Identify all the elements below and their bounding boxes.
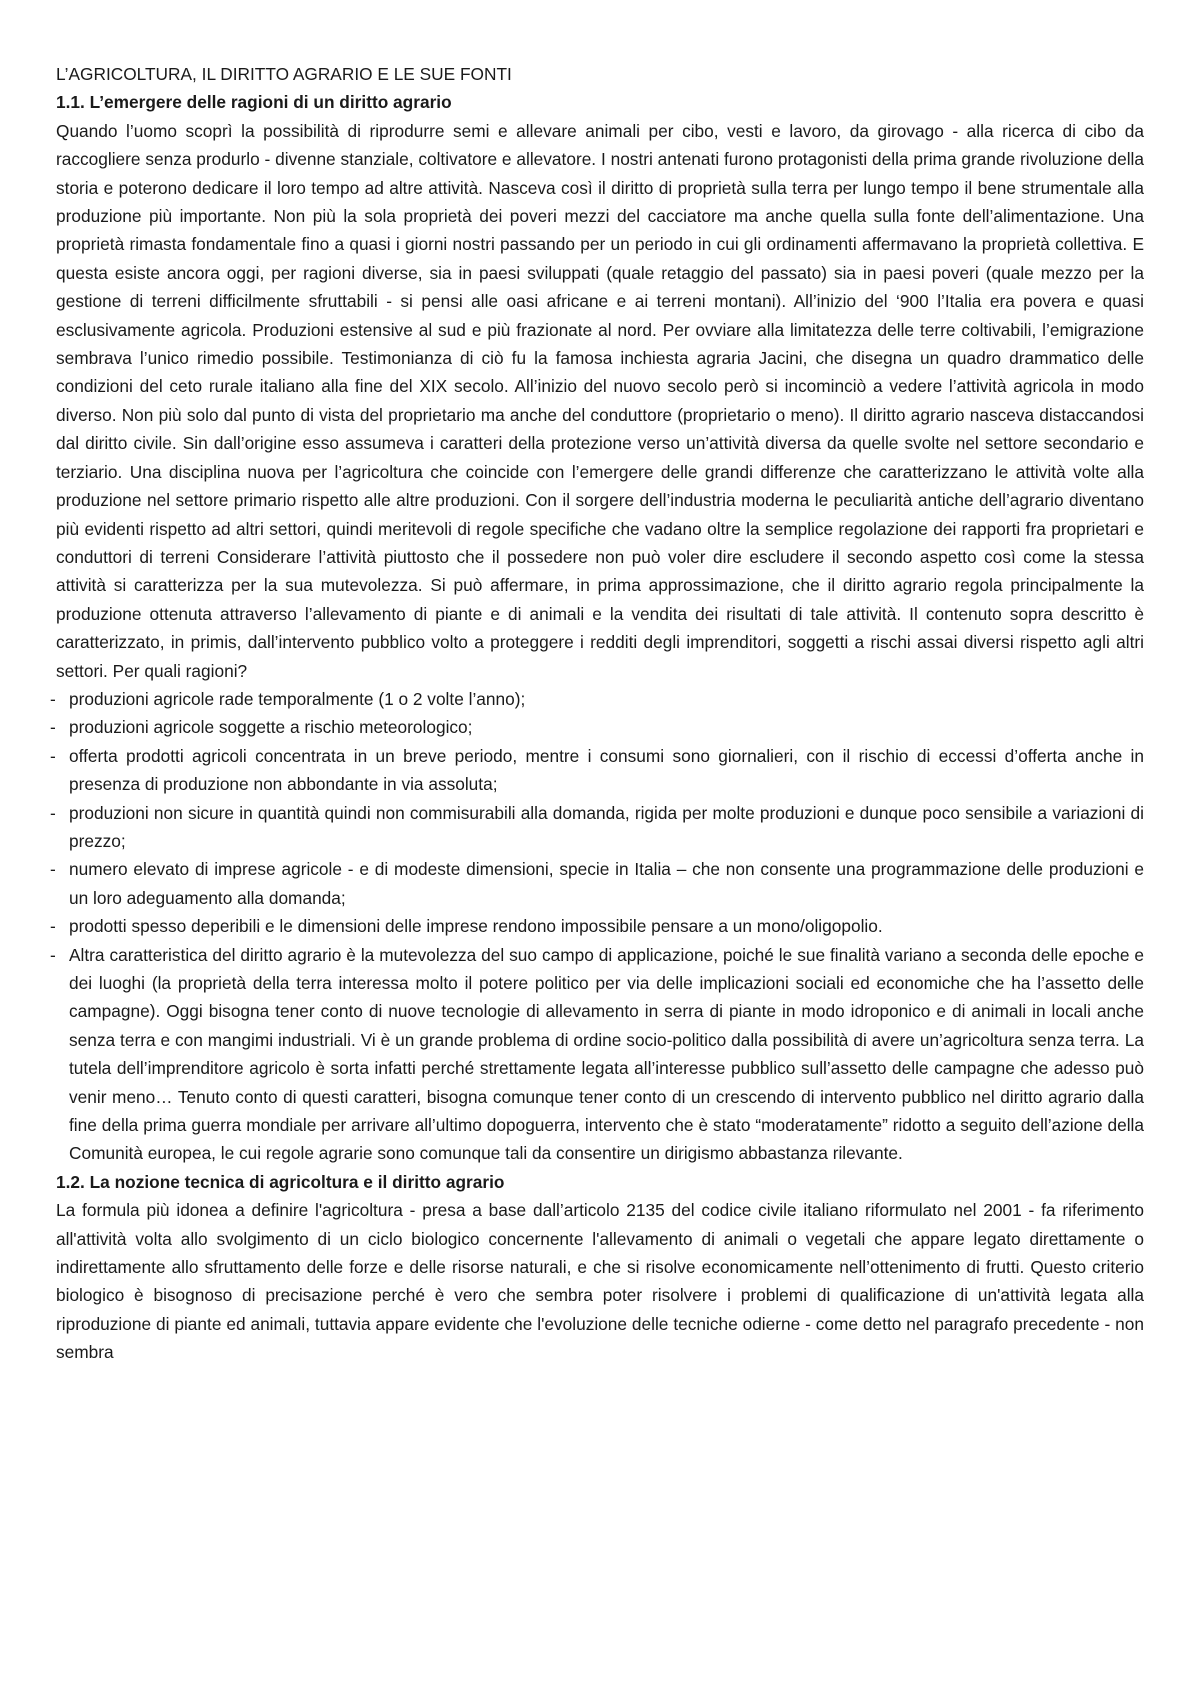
list-item: [50, 713, 1144, 741]
section-heading-1-2: 1.2. La nozione tecnica di agricoltura e il diritto agrario: [56, 1171, 505, 1192]
paragraph-1-2: La formula più idonea a definire l'agricoltura - presa a base dall’articolo 2135 del codice civile italiano riformulato nel 2001 - fa riferimento all'attività volta allo svolgimento di un ciclo biologico concernente l'allevamento di animali o vegetali che appare legato direttamente o indirettamente allo sfruttamento delle forze e delle risorse naturali, e che si risolve economicamente nell’ottenimento di frutti. Questo criterio biologico è bisognoso di precisazione perché è vero che sembra poter risolvere i problemi di qualificazione di un'attività legata alla riproduzione di piante ed animali, tuttavia appare evidente che l'evoluzione delle tecniche odierne - come detto nel paragrafo precedente - non sembra: [56, 1200, 1144, 1363]
list-item: [50, 742, 1144, 799]
list-item: [50, 912, 1144, 940]
bullet-dash: -: [50, 745, 56, 766]
bullet-dash: -: [50, 916, 56, 937]
list-item-text: Altra caratteristica del diritto agrario è la mutevolezza del suo campo di applicazione, poiché le sue finalità variano a seconda delle epoche e dei luoghi (la proprietà della terra interessa molto il potere politico per via delle implicazioni sociali ed economiche che ha l’assetto delle campagne). Oggi bisogna tener conto di nuove tecnologie di allevamento in serra di piante in modo idroponico e di animali in locali anche senza terra e con mangimi industriali. Vi è un grande problema di ordine socio-politico dalla possibilità di avere un’agricoltura senza terra. La tutela dell’imprenditore agricolo è sorta infatti perché strettamente legata all’interesse pubblico sull’assetto delle campagne che adesso può venir meno… Tenuto conto di questi caratteri, bisogna comunque tener conto di un crescendo di intervento pubblico nel diritto agrario dalla fine della prima guerra mondiale per arrivare all’ultimo dopoguerra, intervento che è stato “moderatamente” ridotto a seguito dell’azione della Comunità europea, le cui regole agrarie sono comunque tali da consentire un dirigismo abbastanza rilevante.: [69, 944, 1144, 1164]
list-item-text: produzioni non sicure in quantità quindi non commisurabili alla domanda, rigida per molte produzioni e dunque poco sensibile a variazioni di prezzo;: [69, 802, 1144, 851]
document-page: [50, 60, 1144, 1367]
list-item-text: offerta prodotti agricoli concentrata in un breve periodo, mentre i consumi sono giornalieri, con il rischio di eccessi d’offerta anche in presenza di produzione non abbondante in via assoluta;: [69, 745, 1144, 795]
reasons-list: [50, 685, 1144, 1168]
section-heading-1-1: 1.1. L’emergere delle ragioni di un diritto agrario: [56, 92, 452, 113]
list-item: [50, 799, 1144, 856]
list-item-text: numero elevato di imprese agricole - e di modeste dimensioni, specie in Italia – che non consente una programmazione delle produzioni e un loro adeguamento alla domanda;: [69, 859, 1144, 908]
list-item: [50, 685, 1144, 713]
list-item-text: produzioni agricole rade temporalmente (1 o 2 volte l’anno);: [69, 688, 526, 709]
bullet-dash: -: [50, 802, 56, 823]
bullet-dash: -: [50, 717, 56, 738]
bullet-dash: -: [50, 859, 56, 880]
list-item-text: produzioni agricole soggette a rischio meteorologico;: [69, 717, 473, 738]
paragraph-1-1: Quando l’uomo scoprì la possibilità di riprodurre semi e allevare animali per cibo, vesti e lavoro, da girovago - alla ricerca di cibo da raccogliere senza produrlo - divenne stanziale, coltivatore e allevatore. I nostri antenati furono protagonisti della prima grande rivoluzione della storia e poterono dedicare il loro tempo ad altre attività. Nasceva così il diritto di proprietà sulla terra per lungo tempo il bene strumentale alla produzione più importante. Non più la sola proprietà dei poveri mezzi del cacciatore ma anche quella sulla fonte dell’alimentazione. Una proprietà rimasta fondamentale fino a quasi i giorni nostri passando per un periodo in cui gli ordinamenti affermavano la proprietà collettiva. E questa esiste ancora oggi, per ragioni diverse, sia in paesi sviluppati (quale retaggio del passato) sia in paesi poveri (quale mezzo per la gestione di terreni difficilmente sfruttabili - si pensi alle oasi africane e ai terreni montani). All’inizio del ‘900 l’Italia era povera e quasi esclusivamente agricola. Produzioni estensive al sud e più frazionate al nord. Per ovviare alla limitatezza delle terre coltivabili, l’emigrazione sembrava l’unico rimedio possibile. Testimonianza di ciò fu la famosa inchiesta agraria Jacini, che disegna un quadro drammatico delle condizioni del ceto rurale italiano alla fine del XIX secolo. All’inizio del nuovo secolo però si incominciò a vedere l’attività agricola in modo diverso. Non più solo dal punto di vista del proprietario ma anche del conduttore (proprietario o meno). Il diritto agrario nasceva distaccandosi dal diritto civile. Sin dall’origine esso assumeva i caratteri della protezione verso un’attività diversa da quelle svolte nel settore secondario e terziario. Una disciplina nuova per l’agricoltura che coincide con l’emergere delle grandi differenze che caratterizzano le attività volte alla produzione nel settore primario rispetto alle altre produzioni. Con il sorgere dell’industria moderna le peculiarità antiche dell’agrario diventano più evidenti rispetto ad altri settori, quindi meritevoli di regole specifiche che vadano oltre la semplice regolazione dei rapporti fra proprietari e conduttori di terreni Considerare l’attività piuttosto che il possedere non può voler dire escludere il secondo aspetto così come la stessa attività si caratterizza per la sua mutevolezza. Si può affermare, in prima approssimazione, che il diritto agrario regola principalmente la produzione ottenuta attraverso l’allevamento di piante e di animali e la vendita dei risultati di tale attività. Il contenuto sopra descritto è caratterizzato, in primis, dall’intervento pubblico volto a proteggere i redditi degli imprenditori, soggetti a rischi assai diversi rispetto agli altri settori. Per quali ragioni?: [56, 120, 1144, 681]
list-item: [50, 941, 1144, 1168]
list-item: [50, 855, 1144, 912]
document-title: L’AGRICOLTURA, IL DIRITTO AGRARIO E LE SUE FONTI: [56, 64, 512, 84]
bullet-dash: -: [50, 944, 56, 965]
bullet-dash: -: [50, 688, 56, 709]
list-item-text: prodotti spesso deperibili e le dimensioni delle imprese rendono impossibile pensare a un mono/oligopolio.: [69, 916, 883, 937]
